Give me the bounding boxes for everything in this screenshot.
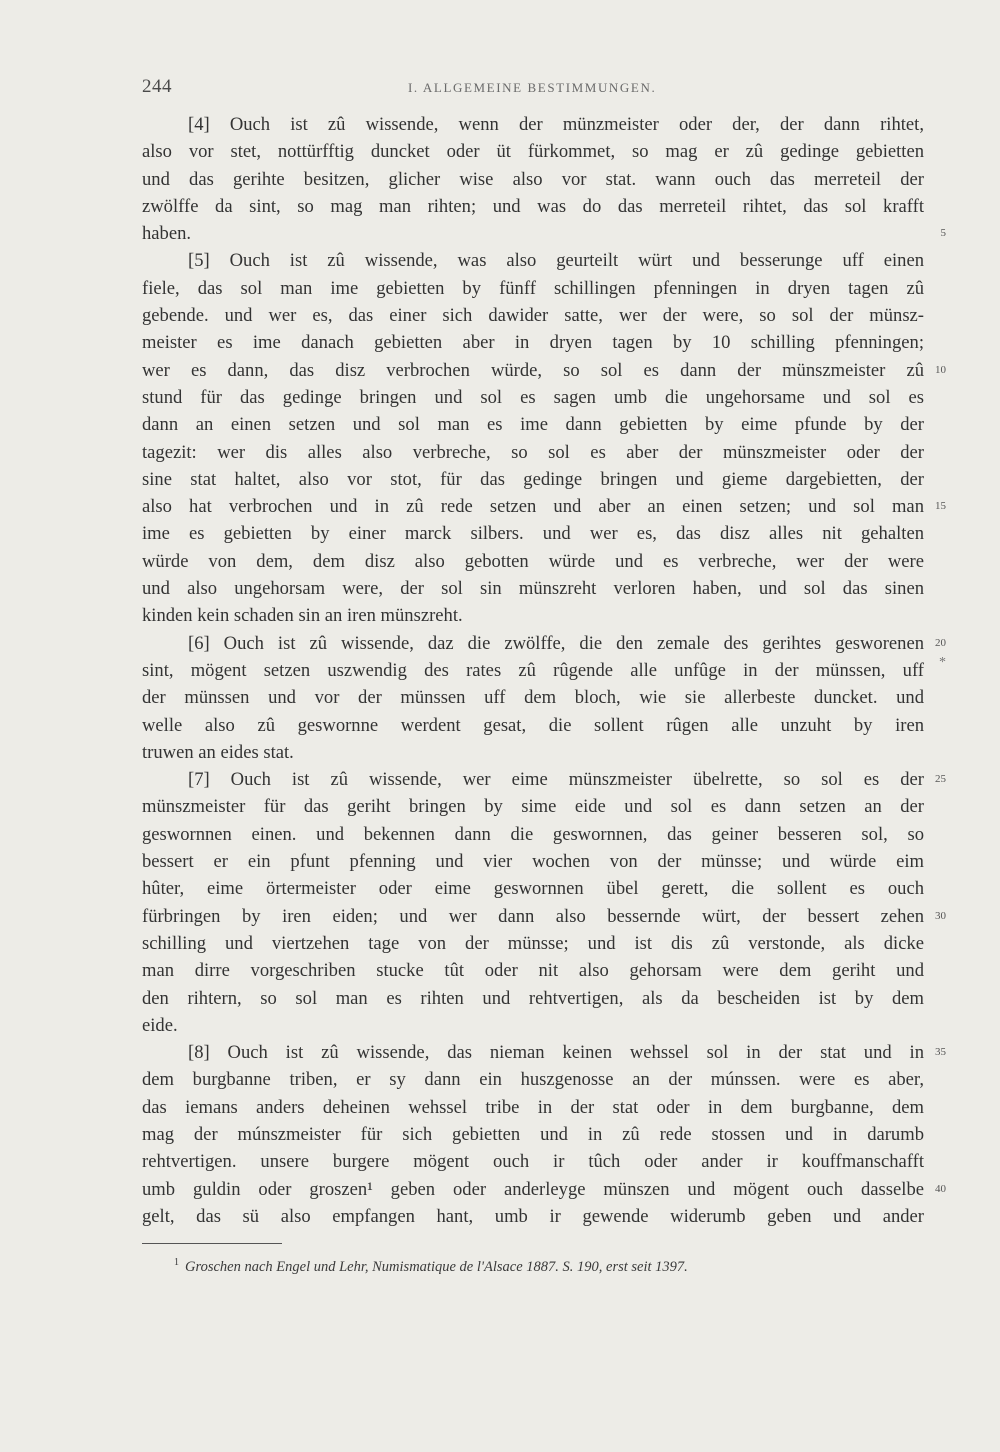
line-text: fürbringen by iren eiden; und wer dann also bessernde würt, der bessert zehen	[142, 905, 924, 927]
text-line	[142, 166, 924, 193]
line-text: zwölffe da sint, so mag man rihten; und was do das merreteil rihtet, das sol krafft	[142, 195, 924, 217]
text-line	[142, 275, 924, 302]
line-text: schilling und viertzehen tage von der münsse; und ist dis zû verstonde, als dicke	[142, 932, 924, 954]
line-number: 20	[935, 636, 946, 649]
line-text: stund für das gedinge bringen und sol es sagen umb die ungehorsame und sol es	[142, 386, 924, 408]
text-line	[142, 1148, 924, 1175]
line-text: also hat verbrochen und in zû rede setzen und aber an einen setzen; und sol man	[142, 496, 924, 518]
footnote-mark: 1	[174, 1257, 179, 1268]
line-text: [8] Ouch ist zû wissende, das nieman keinen wehssel sol in der stat und in	[188, 1042, 924, 1064]
text-line	[142, 111, 924, 138]
line-text: welle also zû geswornne werdent gesat, die sollent rûgen alle unzuht by iren	[142, 714, 924, 736]
text-line	[142, 220, 946, 247]
line-text: sine stat haltet, also vor stot, für das gedinge bringen und gieme dargebietten, der	[142, 468, 924, 490]
text-line	[142, 439, 924, 466]
text-line	[142, 821, 924, 848]
text-line	[142, 1012, 924, 1039]
footnote-text: Groschen nach Engel und Lehr, Numismatique de l'Alsace 1887. S. 190, erst seit 1397.	[185, 1258, 688, 1275]
text-line	[142, 411, 924, 438]
text-line	[142, 1094, 924, 1121]
line-number: 10	[935, 363, 946, 376]
text-line	[142, 520, 924, 547]
text-line	[142, 1203, 924, 1230]
line-text: wer es dann, das disz verbrochen würde, so sol es dann der münszmeister zû	[142, 359, 924, 381]
text-line	[142, 793, 924, 820]
text-line	[142, 357, 946, 384]
text-line	[142, 712, 924, 739]
line-text: [6] Ouch ist zû wissende, daz die zwölffe, die den zemale des gerihtes gesworenen	[188, 632, 924, 654]
text-line	[142, 193, 924, 220]
text-line	[142, 302, 924, 329]
text-line	[142, 630, 946, 657]
text-line	[142, 384, 924, 411]
text-line	[142, 329, 924, 356]
line-number: 5	[940, 227, 946, 240]
line-number: 35	[935, 1046, 946, 1059]
line-text: kinden kein schaden sin an iren münszreht.	[142, 605, 463, 627]
footnote-divider	[142, 1243, 282, 1244]
line-text: das iemans anders deheinen wehssel tribe in der stat oder in dem burgbanne, dem	[142, 1096, 924, 1118]
line-text: fiele, das sol man ime gebietten by fünff schillingen pfenningen in dryen tagen zû	[142, 277, 924, 299]
line-text: und das gerihte besitzen, glicher wise also vor stat. wann ouch das merreteil der	[142, 168, 924, 190]
text-line	[142, 602, 924, 629]
line-text: truwen an eides stat.	[142, 741, 294, 763]
footnote	[174, 1257, 894, 1276]
text-line	[142, 848, 924, 875]
line-text: hûter, eime örtermeister oder eime geswornnen übel gerett, die sollent es ouch	[142, 878, 924, 900]
text-line	[142, 138, 924, 165]
line-text: bessert er ein pfunt pfenning und vier wochen von der münsse; und würde eim	[142, 851, 924, 873]
line-number: 40	[935, 1182, 946, 1195]
text-line	[142, 875, 924, 902]
text-line	[142, 1121, 924, 1148]
running-head: I. ALLGEMEINE BESTIMMUNGEN.	[408, 80, 657, 95]
line-text: also vor stet, nottürfftig duncket oder üt fürkommet, so mag er zû gedinge gebietten	[142, 141, 924, 163]
line-text: münszmeister für das geriht bringen by sime eide und sol es dann setzen an der	[142, 796, 924, 818]
line-text: rehtvertigen. unsere burgere mögent ouch ir tûch oder ander ir kouffmanschafft	[142, 1151, 924, 1173]
line-text: [5] Ouch ist zû wissende, was also geurteilt würt und besserunge uff einen	[188, 250, 924, 272]
text-line	[142, 930, 924, 957]
text-line	[142, 1066, 924, 1093]
text-line	[142, 247, 924, 274]
line-text: sint, mögent setzen uszwendig des rates zû rûgende alle unfûge in der münssen, uff	[142, 659, 924, 681]
line-text: würde von dem, dem disz also gebotten würde und es verbreche, wer der were	[142, 550, 924, 572]
text-line	[142, 985, 924, 1012]
text-line	[142, 1176, 946, 1203]
text-line	[142, 575, 924, 602]
line-text: haben.	[142, 223, 192, 245]
line-text: eide.	[142, 1014, 178, 1036]
text-line	[142, 957, 924, 984]
page-number: 244	[142, 76, 172, 97]
text-line	[142, 654, 946, 684]
line-text: dem burgbanne triben, er sy dann ein huszgenosse an der múnssen. were es aber,	[142, 1069, 924, 1091]
text-line	[142, 739, 924, 766]
text-line	[142, 548, 924, 575]
line-text: und also ungehorsam were, der sol sin münszreht verloren haben, und sol das sinen	[142, 578, 924, 600]
text-line	[142, 684, 924, 711]
line-text: man dirre vorgeschriben stucke tût oder nit also gehorsam were dem geriht und	[142, 960, 924, 982]
text-line	[142, 766, 946, 793]
margin-mark: *	[939, 654, 946, 670]
body-text	[142, 111, 946, 1230]
page-header	[142, 76, 922, 100]
line-text: ime es gebietten by einer marck silbers. und wer es, das disz alles nit gehalten	[142, 523, 924, 545]
line-text: meister es ime danach gebietten aber in dryen tagen by 10 schilling pfenningen;	[142, 332, 924, 354]
line-text: tagezit: wer dis alles also verbreche, so sol es aber der münszmeister oder der	[142, 441, 924, 463]
text-line	[142, 1039, 946, 1066]
text-line	[142, 466, 924, 493]
line-text: mag der múnszmeister für sich gebietten und in zû rede stossen und in darumb	[142, 1123, 924, 1145]
line-number: 25	[935, 773, 946, 786]
line-text: den rihtern, so sol man es rihten und rehtvertigen, als da bescheiden ist by dem	[142, 987, 924, 1009]
line-text: [7] Ouch ist zû wissende, wer eime münszmeister übelrette, so sol es der	[188, 769, 924, 791]
line-text: geswornnen einen. und bekennen dann die geswornnen, das geiner besseren sol, so	[142, 823, 924, 845]
line-text: gebende. und wer es, das einer sich dawider satte, wer der were, so sol der münsz-	[142, 305, 924, 327]
line-text: der münssen und vor der münssen uff dem bloch, wie sie allerbeste duncket. und	[142, 687, 924, 709]
line-number: 15	[935, 500, 946, 513]
line-text: gelt, das sü also empfangen hant, umb ir gewende widerumb geben und ander	[142, 1205, 924, 1227]
text-line	[142, 903, 946, 930]
line-text: dann an einen setzen und sol man es ime dann gebietten by eime pfunde by der	[142, 414, 924, 436]
line-text: umb guldin oder groszen¹ geben oder anderleyge münszen und mögent ouch dasselbe	[142, 1178, 924, 1200]
line-number: 30	[935, 909, 946, 922]
text-line	[142, 493, 946, 520]
line-text: [4] Ouch ist zû wissende, wenn der münzmeister oder der, der dann rihtet,	[188, 114, 924, 135]
